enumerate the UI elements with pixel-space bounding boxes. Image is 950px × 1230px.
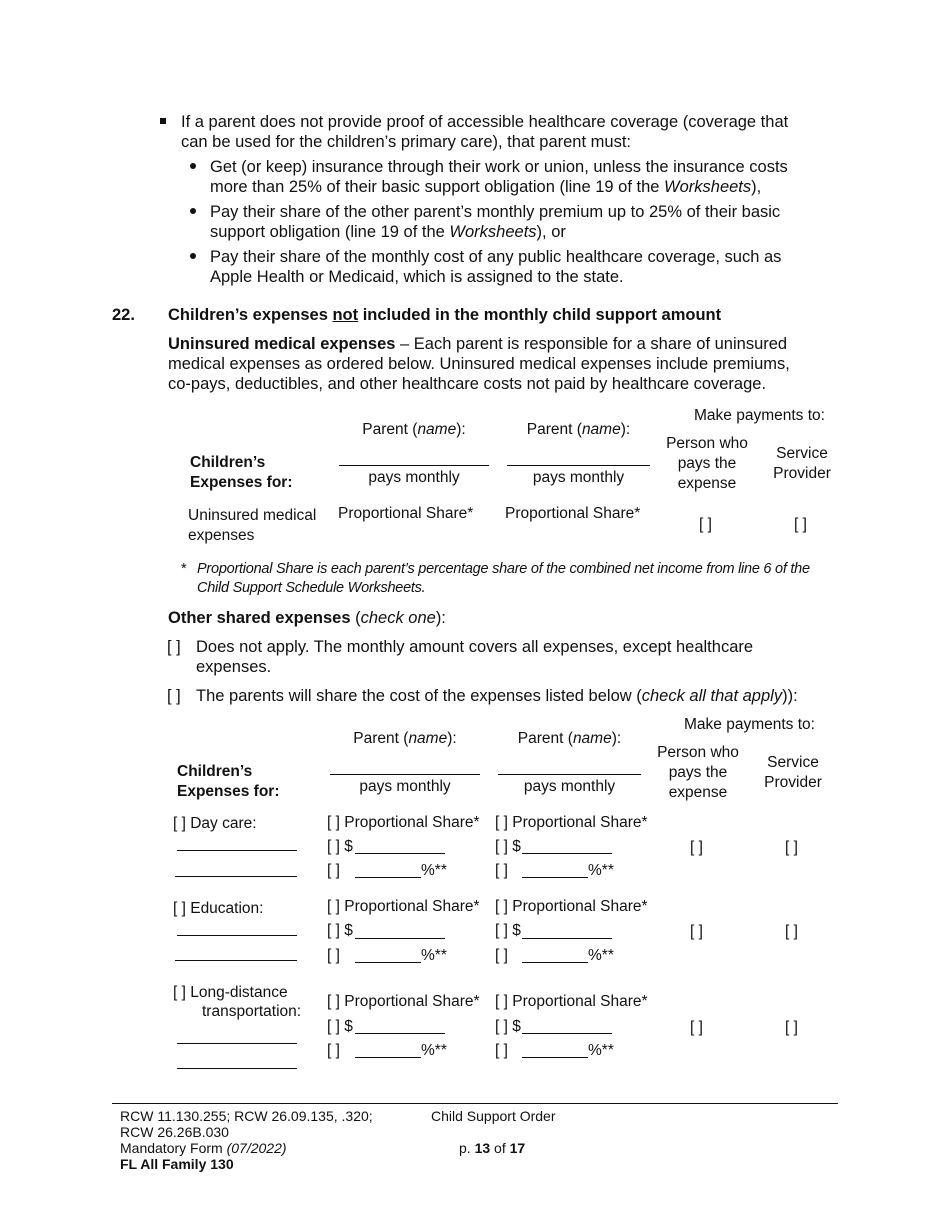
day-care-parent-1-pct-field[interactable] bbox=[355, 877, 421, 878]
make-payments-header: Make payments to: bbox=[694, 407, 825, 424]
day-care-parent-2-dollar[interactable]: [ ] $ bbox=[495, 838, 521, 855]
section-title: Children’s expenses not included in the monthly child support amount bbox=[168, 306, 722, 324]
long-distance-parent-2-dollar-field[interactable] bbox=[522, 1033, 612, 1034]
section-number: 22. bbox=[112, 306, 135, 324]
service-provider-checkbox[interactable]: [ ] bbox=[794, 516, 807, 533]
uninsured-intro-line-3: co-pays, deductibles, and other healthcare costs not paid by healthcare coverage. bbox=[168, 375, 767, 393]
sub-bullet-1-line-2: more than 25% of their basic support obligation (line 19 of the Worksheets), bbox=[210, 178, 762, 196]
day-care-parent-2-pct: %** bbox=[588, 862, 614, 879]
footer-form-id: FL All Family 130 bbox=[120, 1156, 234, 1172]
option-does-not-apply-line-1: Does not apply. The monthly amount covers all expenses, except healthcare bbox=[196, 638, 754, 656]
footer-rcw-line-1: RCW 11.130.255; RCW 26.09.135, .320; bbox=[120, 1108, 373, 1124]
day-care-parent-1-pct: %** bbox=[421, 862, 447, 879]
education-service-checkbox[interactable]: [ ] bbox=[785, 923, 798, 940]
sub-bullet-3-line-2: Apple Health or Medicaid, which is assigned to the state. bbox=[210, 268, 624, 286]
education-parent-1-pct-box[interactable]: [ ] bbox=[327, 947, 340, 964]
option-share-cost-text: The parents will share the cost of the expenses listed below (check all that apply)): bbox=[196, 687, 798, 705]
long-distance-person-checkbox[interactable]: [ ] bbox=[690, 1019, 703, 1036]
parent-2-pays-monthly: pays monthly bbox=[532, 469, 625, 486]
long-distance-description-field-2[interactable] bbox=[177, 1068, 297, 1069]
parent-1-name-field[interactable] bbox=[339, 465, 489, 466]
day-care-parent-1-share[interactable]: [ ] Proportional Share* bbox=[327, 814, 480, 831]
parent-2-name-field-2[interactable] bbox=[498, 774, 641, 775]
long-distance-description-field[interactable] bbox=[177, 1043, 297, 1044]
education-parent-2-share[interactable]: [ ] Proportional Share* bbox=[495, 898, 648, 915]
childrens-expenses-header: Children’s Expenses for: bbox=[190, 454, 293, 491]
square-bullet-icon bbox=[160, 118, 166, 124]
day-care-person-checkbox[interactable]: [ ] bbox=[690, 839, 703, 856]
long-distance-label-2: transportation: bbox=[202, 1003, 302, 1020]
long-distance-label[interactable]: [ ] Long-distance bbox=[173, 984, 288, 1001]
main-bullet-line-1: If a parent does not provide proof of accessible healthcare coverage (coverage that bbox=[181, 113, 789, 131]
long-distance-parent-1-pct-box[interactable]: [ ] bbox=[327, 1042, 340, 1059]
uninsured-intro-line-1: Uninsured medical expenses – Each parent is responsible for a share of uninsured bbox=[168, 335, 788, 353]
footnote-line-1: Proportional Share is each parent’s percentage share of the combined net income from line 6 of the bbox=[197, 561, 810, 577]
parent-2-name-label: Parent (name): bbox=[526, 421, 631, 438]
long-distance-parent-1-dollar-field[interactable] bbox=[355, 1033, 445, 1034]
day-care-parent-1-dollar-field[interactable] bbox=[355, 853, 445, 854]
parent-2-name-field[interactable] bbox=[507, 465, 650, 466]
long-distance-parent-2-pct: %** bbox=[588, 1042, 614, 1059]
long-distance-parent-2-pct-box[interactable]: [ ] bbox=[495, 1042, 508, 1059]
sub-bullet-1-line-1: Get (or keep) insurance through their work or union, unless the insurance costs bbox=[210, 158, 788, 176]
day-care-parent-1-dollar[interactable]: [ ] $ bbox=[327, 838, 353, 855]
education-parent-1-dollar-field[interactable] bbox=[355, 938, 445, 939]
childrens-expenses-header-2: Children’s Expenses for: bbox=[177, 763, 280, 800]
day-care-parent-2-pct-field[interactable] bbox=[522, 877, 588, 878]
education-parent-2-pct: %** bbox=[588, 947, 614, 964]
main-bullet-line-2: can be used for the children’s primary care), that parent must: bbox=[181, 133, 631, 151]
parent-1-pays-monthly-2: pays monthly bbox=[359, 778, 451, 795]
education-parent-2-dollar[interactable]: [ ] $ bbox=[495, 922, 521, 939]
parent-2-name-label-2: Parent (name): bbox=[517, 730, 622, 747]
long-distance-service-checkbox[interactable]: [ ] bbox=[785, 1019, 798, 1036]
footnote-line-2: Child Support Schedule Worksheets. bbox=[197, 580, 426, 596]
footer-divider bbox=[112, 1103, 838, 1104]
long-distance-parent-1-pct-field[interactable] bbox=[355, 1057, 421, 1058]
footer-rcw-line-2: RCW 26.26B.030 bbox=[120, 1124, 229, 1140]
long-distance-parent-2-share[interactable]: [ ] Proportional Share* bbox=[495, 993, 648, 1010]
service-provider-header: Service Provider bbox=[773, 445, 831, 482]
option-share-cost-checkbox[interactable]: [ ] bbox=[167, 687, 181, 705]
footnote-star: * bbox=[181, 561, 187, 577]
education-parent-1-share[interactable]: [ ] Proportional Share* bbox=[327, 898, 480, 915]
long-distance-parent-2-pct-field[interactable] bbox=[522, 1057, 588, 1058]
round-bullet-icon bbox=[190, 208, 196, 214]
sub-bullet-3-line-1: Pay their share of the monthly cost of any public healthcare coverage, such as bbox=[210, 248, 782, 266]
uninsured-medical-row-label: Uninsured medical expenses bbox=[188, 507, 317, 544]
day-care-description-field[interactable] bbox=[177, 850, 297, 851]
sub-bullet-2-line-2: support obligation (line 19 of the Worksheets), or bbox=[210, 223, 566, 241]
day-care-parent-2-share[interactable]: [ ] Proportional Share* bbox=[495, 814, 648, 831]
education-parent-1-pct-field[interactable] bbox=[355, 962, 421, 963]
round-bullet-icon bbox=[190, 253, 196, 259]
person-who-pays-checkbox[interactable]: [ ] bbox=[699, 516, 712, 533]
parent-2-proportional-share: Proportional Share* bbox=[505, 505, 641, 522]
round-bullet-icon bbox=[190, 163, 196, 169]
day-care-description-field-2[interactable] bbox=[175, 876, 297, 877]
make-payments-header-2: Make payments to: bbox=[684, 716, 815, 733]
day-care-service-checkbox[interactable]: [ ] bbox=[785, 839, 798, 856]
education-label[interactable]: [ ] Education: bbox=[173, 900, 264, 917]
education-parent-1-dollar[interactable]: [ ] $ bbox=[327, 922, 353, 939]
education-description-field[interactable] bbox=[177, 935, 297, 936]
person-who-pays-header: Person who pays the expense bbox=[666, 435, 748, 492]
footer-page-number: p. 13 of 17 bbox=[459, 1140, 526, 1156]
footer-mandatory-form: Mandatory Form (07/2022) bbox=[120, 1140, 287, 1156]
day-care-parent-2-dollar-field[interactable] bbox=[522, 853, 612, 854]
parent-1-pays-monthly: pays monthly bbox=[368, 469, 460, 486]
long-distance-parent-2-dollar[interactable]: [ ] $ bbox=[495, 1018, 521, 1035]
education-parent-2-pct-field[interactable] bbox=[522, 962, 588, 963]
education-description-field-2[interactable] bbox=[175, 960, 297, 961]
education-parent-2-pct-box[interactable]: [ ] bbox=[495, 947, 508, 964]
day-care-parent-1-pct-box[interactable]: [ ] bbox=[327, 862, 340, 879]
long-distance-parent-1-pct: %** bbox=[421, 1042, 447, 1059]
long-distance-parent-1-dollar[interactable]: [ ] $ bbox=[327, 1018, 353, 1035]
option-does-not-apply-checkbox[interactable]: [ ] bbox=[167, 638, 181, 656]
service-provider-header-2: Service Provider bbox=[764, 754, 822, 791]
footer-document-title: Child Support Order bbox=[431, 1108, 556, 1124]
parent-1-name-field-2[interactable] bbox=[330, 774, 480, 775]
day-care-label[interactable]: [ ] Day care: bbox=[173, 815, 257, 832]
parent-1-name-label: Parent (name): bbox=[362, 421, 466, 438]
parent-1-name-label-2: Parent (name): bbox=[353, 730, 457, 747]
education-parent-2-dollar-field[interactable] bbox=[522, 938, 612, 939]
long-distance-parent-1-share[interactable]: [ ] Proportional Share* bbox=[327, 993, 480, 1010]
uninsured-intro-line-2: medical expenses as ordered below. Uninsured medical expenses include premiums, bbox=[168, 355, 790, 373]
option-does-not-apply-line-2: expenses. bbox=[196, 658, 272, 676]
parent-2-pays-monthly-2: pays monthly bbox=[523, 778, 616, 795]
education-parent-1-pct: %** bbox=[421, 947, 447, 964]
other-shared-expenses-title: Other shared expenses (check one): bbox=[168, 609, 446, 627]
education-person-checkbox[interactable]: [ ] bbox=[690, 923, 703, 940]
person-who-pays-header-2: Person who pays the expense bbox=[657, 744, 739, 801]
parent-1-proportional-share: Proportional Share* bbox=[338, 505, 474, 522]
sub-bullet-2-line-1: Pay their share of the other parent’s monthly premium up to 25% of their basic bbox=[210, 203, 781, 221]
day-care-parent-2-pct-box[interactable]: [ ] bbox=[495, 862, 508, 879]
